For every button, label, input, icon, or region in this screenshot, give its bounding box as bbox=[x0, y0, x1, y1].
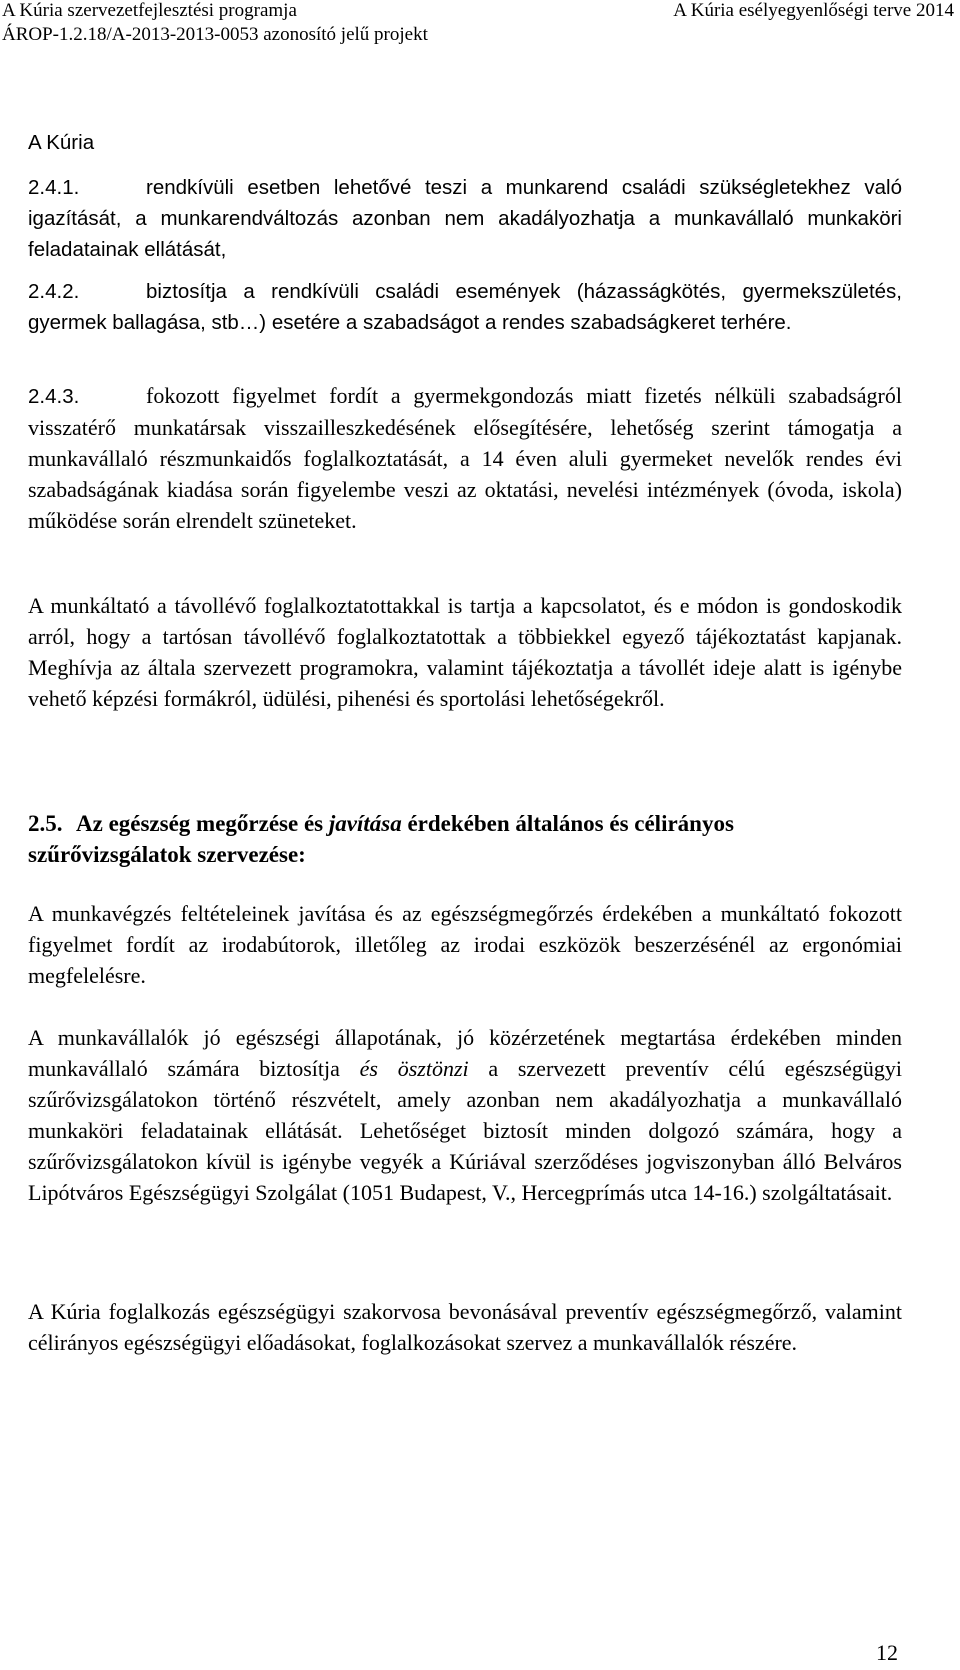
section-title-italic: javítása bbox=[328, 811, 402, 836]
list-item bbox=[28, 380, 902, 536]
item-number: 2.4.3. bbox=[28, 385, 80, 408]
paragraph-occupational-health: A Kúria foglalkozás egészségügyi szakorvosa bevonásával preventív egészségmegőrző, valamint célirányos egészségügyi előadásokat, foglalkozásokat szervez a munkavállalók részére. bbox=[28, 1299, 902, 1355]
paragraph-absent-employees: A munkáltató a távollévő foglalkoztatottakkal is tartja a kapcsolatot, és e módon is gondoskodik arról, hogy a tartósan távollévő foglalkoztatottak a többiekkel egyező tájékoztatást kapjanak. Meghívja az általa szervezett programokra, valamint tájékoztatja a távollét ideje alatt is igénybe vehető képzési formákról, üdülési, pihenési és sportolási lehetőségekről. bbox=[28, 593, 902, 711]
paragraph-ergonomics: A munkavégzés feltételeinek javítása és az egészségmegőrzés érdekében a munkáltató fokozott figyelmet fordít az irodabútorok, illetőleg az irodai eszközök beszerzésénél az ergonómiai megfelelésre. bbox=[28, 901, 902, 988]
item-text: biztosítja a rendkívüli családi események (házasságkötés, gyermekszületés, gyermek ballagása, stb…) esetére a szabadságot a rendes szabadságkeret terhére. bbox=[28, 280, 902, 334]
section-title-part: Az egészség megőrzése és bbox=[76, 811, 329, 836]
list-item bbox=[28, 276, 902, 338]
intro-text: A Kúria bbox=[28, 131, 95, 154]
section-title-part: érdekében általános és célirányos szűrővizsgálatok szervezése: bbox=[28, 811, 734, 867]
section-number: 2.5. bbox=[28, 811, 63, 836]
item-text: rendkívüli esetben lehetővé teszi a munkarend családi szükségletekhez való igazítását, a munkarendváltozás azonban nem akadályozhatja a munkavállaló munkaköri feladatainak ellátását, bbox=[28, 176, 902, 261]
para-italic: és ösztönzi bbox=[359, 1056, 469, 1081]
header-program-title: A Kúria szervezetfejlesztési programja bbox=[2, 0, 297, 21]
item-text: fokozott figyelmet fordít a gyermekgondozás miatt fizetés nélküli szabadságról visszatérő munkatársak visszailleszkedésének elősegítésére, lehetőség szerint támogatja a munkavállaló részmunkaidős foglalkoztatását, a 14 éven aluli gyermeket nevelők rendes évi szabadságának kiadása során figyelembe veszi az oktatási, nevelési intézmények (óvoda, iskola) működése során elrendelt szüneteket. bbox=[28, 383, 902, 533]
para-text: a szervezett preventív célú egészségügyi szűrővizsgálatokon történő részvételt, amely azonban nem akadályozhatja a munkavállaló munkaköri feladatainak ellátását. Lehetőséget biztosít minden dolgozó számára, hogy a szűrővizsgálatokon kívül is igénybe vegyék a Kúriával szerződéses jogviszonyban álló Belváros Lipótváros Egészségügyi Szolgálat (1051 Budapest, V., Hercegprímás utca 14-16.) szolgáltatásait. bbox=[28, 1056, 902, 1205]
section-title bbox=[28, 811, 734, 867]
item-number: 2.4.2. bbox=[28, 280, 80, 303]
page-header bbox=[0, 0, 960, 50]
item-number: 2.4.1. bbox=[28, 176, 80, 199]
list-item bbox=[28, 172, 902, 265]
header-document-title: A Kúria esélyegyenlőségi terve 2014 bbox=[673, 0, 954, 21]
para-text: A munkavállalók jó egészségi állapotának, jó közérzetének megtartása érdekében minden munkavállaló számára biztosítja bbox=[28, 1025, 902, 1081]
header-project-id: ÁROP-1.2.18/A-2013-2013-0053 azonosító jelű projekt bbox=[2, 24, 428, 45]
section-heading bbox=[28, 808, 902, 870]
page-number: 12 bbox=[876, 1640, 898, 1665]
paragraph-health-screening bbox=[28, 1022, 902, 1208]
